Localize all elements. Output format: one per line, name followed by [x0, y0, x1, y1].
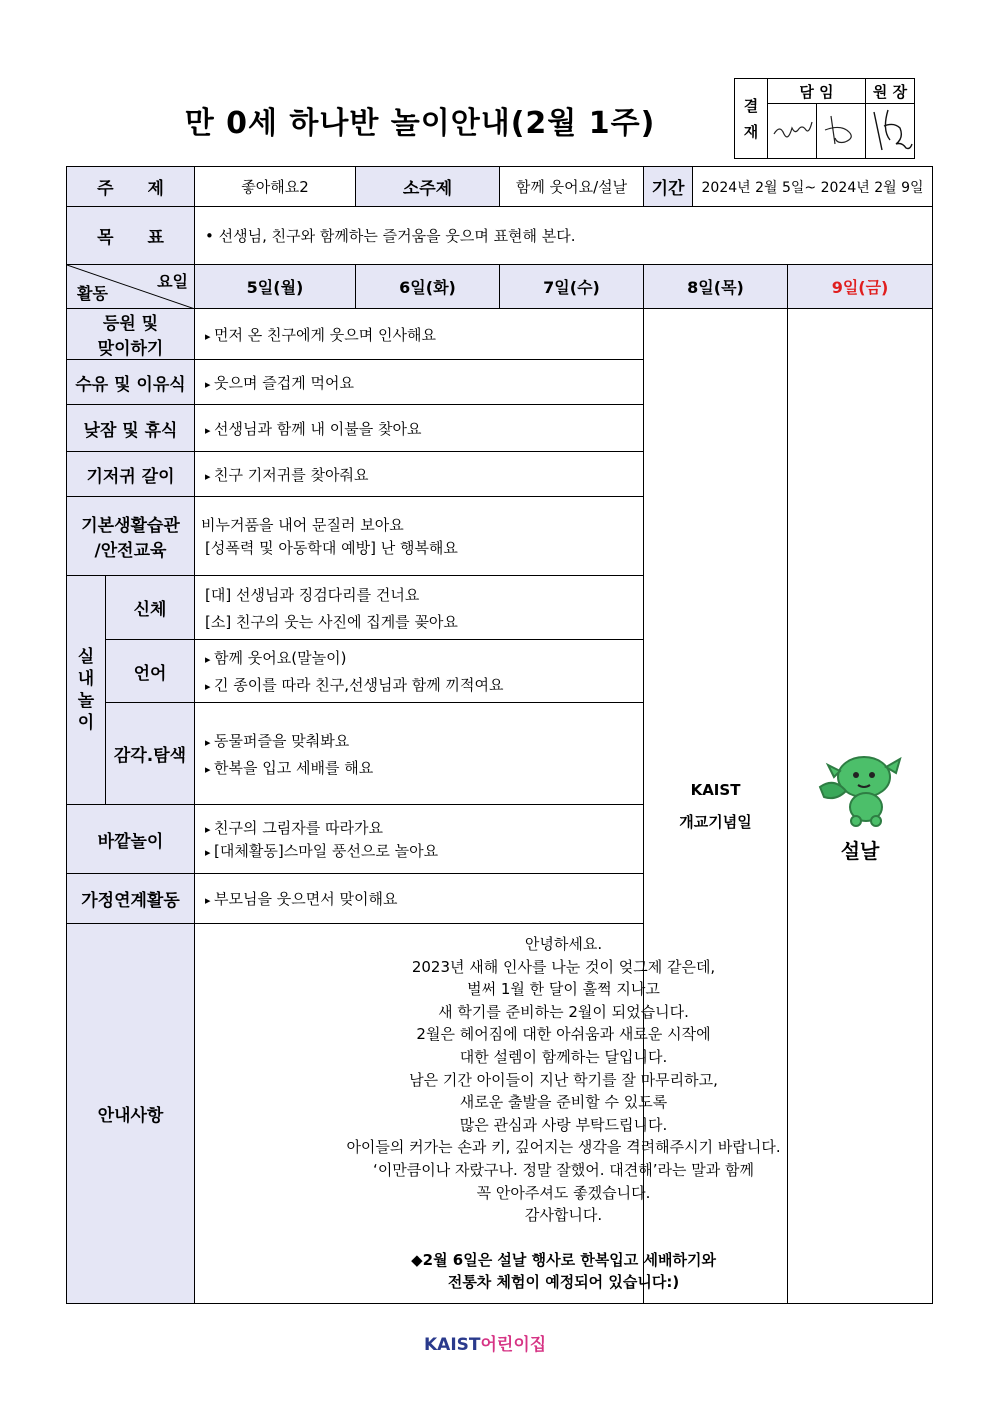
sensory-label: 감각.탐색 — [106, 703, 195, 805]
outdoor-text-1: ▸ 친구의 그림자를 따라가요 — [205, 819, 383, 837]
subtheme-label: 소주제 — [356, 167, 500, 207]
subtheme-value: 함께 웃어요/설날 — [500, 167, 644, 207]
day-tue: 6일(화) — [356, 265, 500, 309]
indoor-label-2: 내 — [77, 669, 95, 689]
diaper-text-value: ▸ 친구 기저귀를 찾아줘요 — [205, 466, 368, 484]
day-thu: 8일(목) — [644, 265, 788, 309]
indoor-play-label — [67, 576, 106, 805]
feeding-text-value: ▸ 웃으며 즐겁게 먹어요 — [205, 374, 354, 392]
period-cell — [644, 167, 933, 207]
habits-label-1: 기본생활습관 — [81, 516, 180, 536]
diaper-text — [195, 452, 644, 497]
outdoor-text-2: ▸ [대체활동]스마일 풍선으로 놀아요 — [205, 840, 643, 861]
notice-line: 2023년 새해 인사를 나눈 것이 엊그제 같은데, — [411, 957, 716, 976]
language-text — [195, 640, 644, 703]
thursday-note-line-1: KAIST — [690, 781, 741, 799]
notice-line: 남은 기간 아이들이 지난 학기를 잘 마무리하고, — [409, 1070, 718, 1089]
notice-line: 새 학기를 준비하는 2월이 되었습니다. — [438, 1002, 689, 1021]
signature-teacher-2 — [817, 104, 866, 159]
home-text-value: ▸ 부모님을 웃으면서 맞이해요 — [205, 890, 397, 908]
outdoor-label: 바깥놀이 — [67, 805, 195, 874]
logo-daycare: 어린이집 — [480, 1335, 547, 1355]
indoor-label-1: 실 — [77, 647, 95, 667]
notice-highlight-1: ◆2월 6일은 설날 행사로 한복입고 세배하기와 — [411, 1250, 716, 1269]
body-label: 신체 — [106, 576, 195, 640]
dragon-icon — [812, 745, 908, 831]
notice-highlight-2: 전통차 체험이 예정되어 있습니다:) — [447, 1273, 680, 1292]
friday-note: 설날 — [840, 839, 880, 863]
approval-label-top: 결 — [743, 96, 759, 115]
outdoor-text — [195, 805, 644, 874]
notice-line: 벌써 1월 한 달이 훌쩍 지나고 — [467, 980, 660, 999]
footer-logo — [424, 1330, 546, 1355]
notice-line: 꼭 안아주셔도 좋겠습니다. — [476, 1183, 651, 1202]
period-value: 2024년 2월 5일~ 2024년 2월 9일 — [701, 179, 924, 196]
nap-label: 낮잠 및 휴식 — [67, 405, 195, 452]
corner-activity-label: 활동 — [77, 284, 108, 303]
signature-director — [866, 104, 915, 159]
theme-label: 주 제 — [67, 167, 195, 207]
approval-label — [735, 79, 768, 159]
body-text — [195, 576, 644, 640]
corner-day-label: 요일 — [157, 272, 189, 291]
habits-text-1: 비누거품을 내어 문질러 보아요 — [201, 516, 404, 534]
sensory-text-1: ▸ 동물퍼즐을 맞춰봐요 — [205, 732, 349, 750]
home-label: 가정연계활동 — [67, 874, 195, 924]
approval-teacher-header: 담 임 — [768, 79, 866, 104]
notice-line: 아이들의 커가는 손과 키, 깊어지는 생각을 격려해주시기 바랍니다. — [346, 1138, 781, 1157]
language-text-1: ▸ 함께 웃어요(말놀이) — [205, 649, 346, 667]
home-text — [195, 874, 644, 924]
notice-body — [195, 924, 933, 1304]
notice-line: 새로운 출발을 준비할 수 있도록 — [459, 1093, 668, 1112]
page-title: 만 0세 하나반 놀이안내(2월 1주) — [184, 106, 656, 141]
sensory-text — [195, 703, 644, 805]
play-plan-table — [66, 166, 933, 1304]
notice-line: 대한 설렘이 함께하는 달입니다. — [459, 1048, 668, 1067]
approval-label-bottom: 재 — [743, 122, 759, 141]
feeding-label: 수유 및 이유식 — [67, 360, 195, 405]
notice-line: 감사합니다. — [524, 1206, 603, 1225]
day-wed: 7일(수) — [500, 265, 644, 309]
indoor-label-3: 놀 — [77, 691, 95, 711]
approval-director-header: 원 장 — [866, 79, 915, 104]
body-text-2: [소] 친구의 웃는 사진에 집게를 꽂아요 — [205, 612, 458, 631]
approval-box — [734, 78, 915, 159]
signature-teacher-1 — [768, 104, 817, 159]
habits-text — [195, 497, 644, 576]
habits-label-2: /안전교육 — [94, 541, 167, 561]
language-label: 언어 — [106, 640, 195, 703]
day-fri: 9일(금) — [788, 265, 933, 309]
sensory-text-2: ▸ 한복을 입고 세배를 해요 — [205, 757, 643, 778]
habits-label — [67, 497, 195, 576]
day-activity-corner — [67, 265, 195, 309]
notice-line: 많은 관심과 사랑 부탁드립니다. — [459, 1115, 668, 1134]
goal-value: • 선생님, 친구와 함께하는 즐거움을 웃으며 표현해 본다. — [195, 207, 933, 265]
indoor-label-4: 이 — [77, 713, 95, 733]
period-label: 기간 — [644, 167, 693, 206]
nap-text — [195, 405, 644, 452]
arrival-text-value: ▸ 먼저 온 친구에게 웃으며 인사해요 — [205, 326, 436, 344]
diaper-label: 기저귀 갈이 — [67, 452, 195, 497]
arrival-text — [195, 309, 644, 360]
notice-line: 안녕하세요. — [524, 935, 603, 954]
day-mon: 5일(월) — [195, 265, 356, 309]
goal-label: 목 표 — [67, 207, 195, 265]
thursday-note-line-2: 개교기념일 — [679, 813, 752, 831]
notice-line: 2월은 헤어짐에 대한 아쉬움과 새로운 시작에 — [416, 1025, 711, 1044]
arrival-label-2: 맞이하기 — [97, 339, 164, 359]
arrival-label-1: 등원 및 — [102, 314, 159, 334]
theme-value: 좋아해요2 — [195, 167, 356, 207]
habits-text-2: [성폭력 및 아동학대 예방] 난 행복해요 — [205, 539, 458, 557]
notice-line: ‘이만큼이나 자랐구나. 정말 잘했어. 대견해’라는 말과 함께 — [373, 1160, 754, 1179]
logo-kaist: KAIST — [424, 1335, 481, 1355]
notice-label: 안내사항 — [67, 924, 195, 1304]
body-text-1: [대] 선생님과 징검다리를 건너요 — [205, 585, 420, 604]
nap-text-value: ▸ 선생님과 함께 내 이불을 찾아요 — [205, 420, 421, 438]
language-text-2: ▸ 긴 종이를 따라 친구,선생님과 함께 끼적여요 — [205, 674, 643, 695]
arrival-label — [67, 309, 195, 360]
feeding-text — [195, 360, 644, 405]
